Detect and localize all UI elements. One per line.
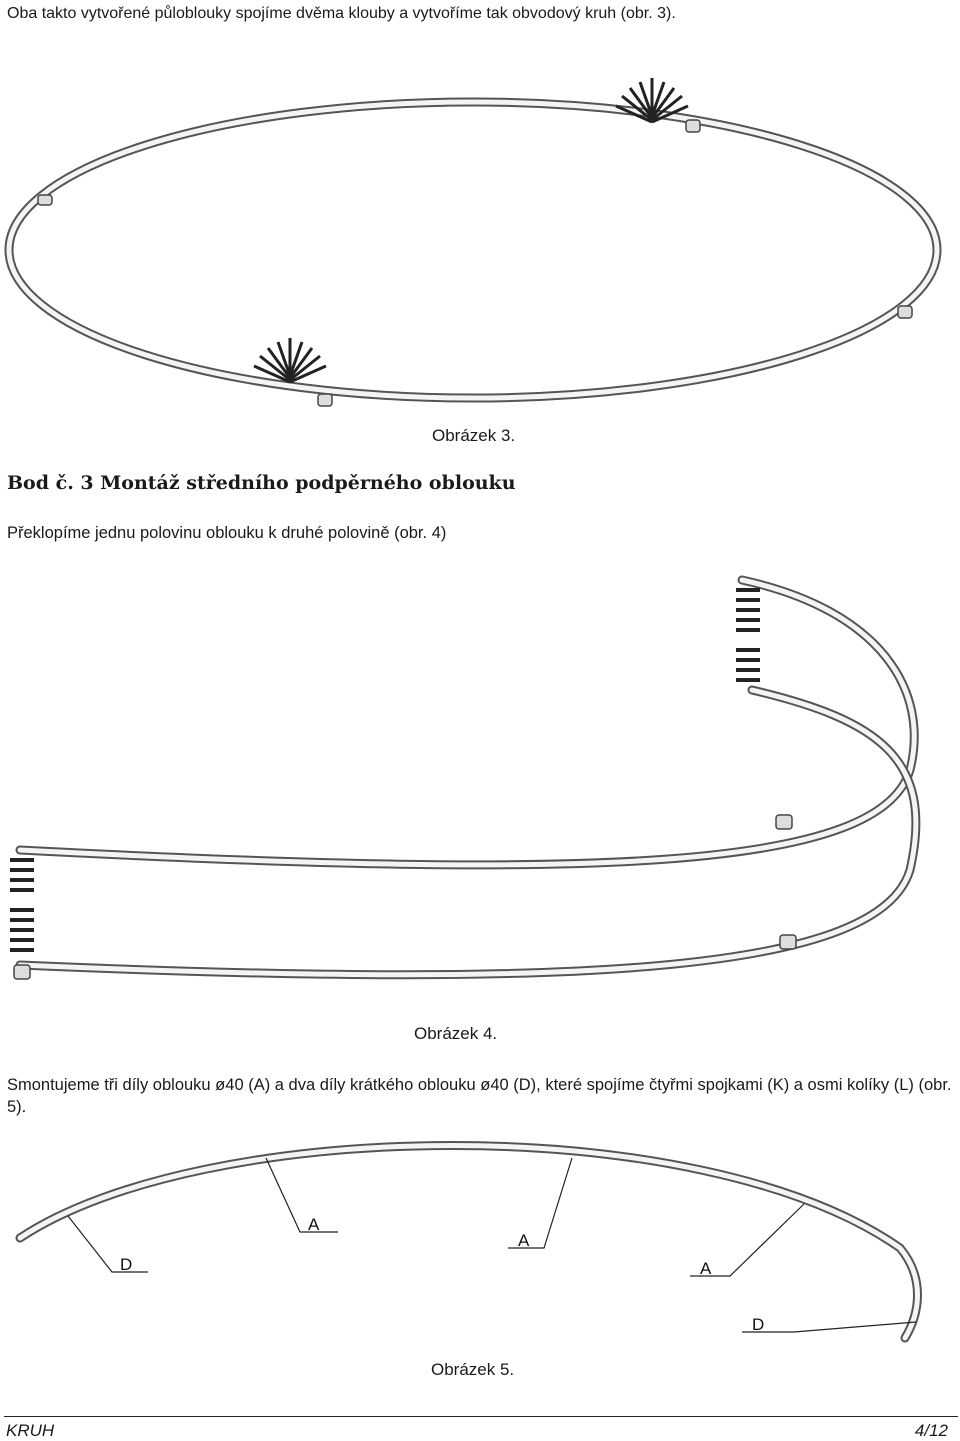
label-a-3: A	[700, 1259, 712, 1278]
spring-fan-bottom	[254, 338, 326, 382]
label-d-right: D	[752, 1315, 765, 1334]
footer-title: KRUH	[6, 1421, 55, 1440]
label-d-left: D	[120, 1255, 133, 1274]
page-number: 4/12	[914, 1421, 948, 1440]
figure-4-caption: Obrázek 4.	[414, 1024, 498, 1043]
paragraph-2: Smontujeme tři díly oblouku ø40 (A) a dva díly krátkého oblouku ø40 (D), které spojíme čtyřmi spojkami (K) a osmi kolíky (L) (obr. 5).	[7, 1076, 952, 1116]
figure-4-folded-ring	[0, 570, 960, 1010]
intro-text: Oba takto vytvořené půloblouky spojíme dvěma klouby a vytvoříme tak obvodový kruh (obr. 3).	[7, 5, 676, 22]
figure-3-ring	[0, 60, 960, 420]
figure-3-caption: Obrázek 3.	[432, 426, 516, 445]
figure-5-caption: Obrázek 5.	[431, 1360, 515, 1379]
figure-5-arc	[0, 1128, 960, 1358]
label-a-1: A	[308, 1215, 320, 1234]
label-a-2: A	[518, 1231, 530, 1250]
spring-column-right	[736, 590, 760, 680]
paragraph-1: Překlopíme jednu polovinu oblouku k druhé polovině (obr. 4)	[7, 524, 447, 542]
spring-column-left	[10, 860, 34, 950]
footer-rule	[4, 1416, 958, 1417]
section-heading: Bod č. 3 Montáž středního podpěrného oblouku	[7, 472, 516, 494]
